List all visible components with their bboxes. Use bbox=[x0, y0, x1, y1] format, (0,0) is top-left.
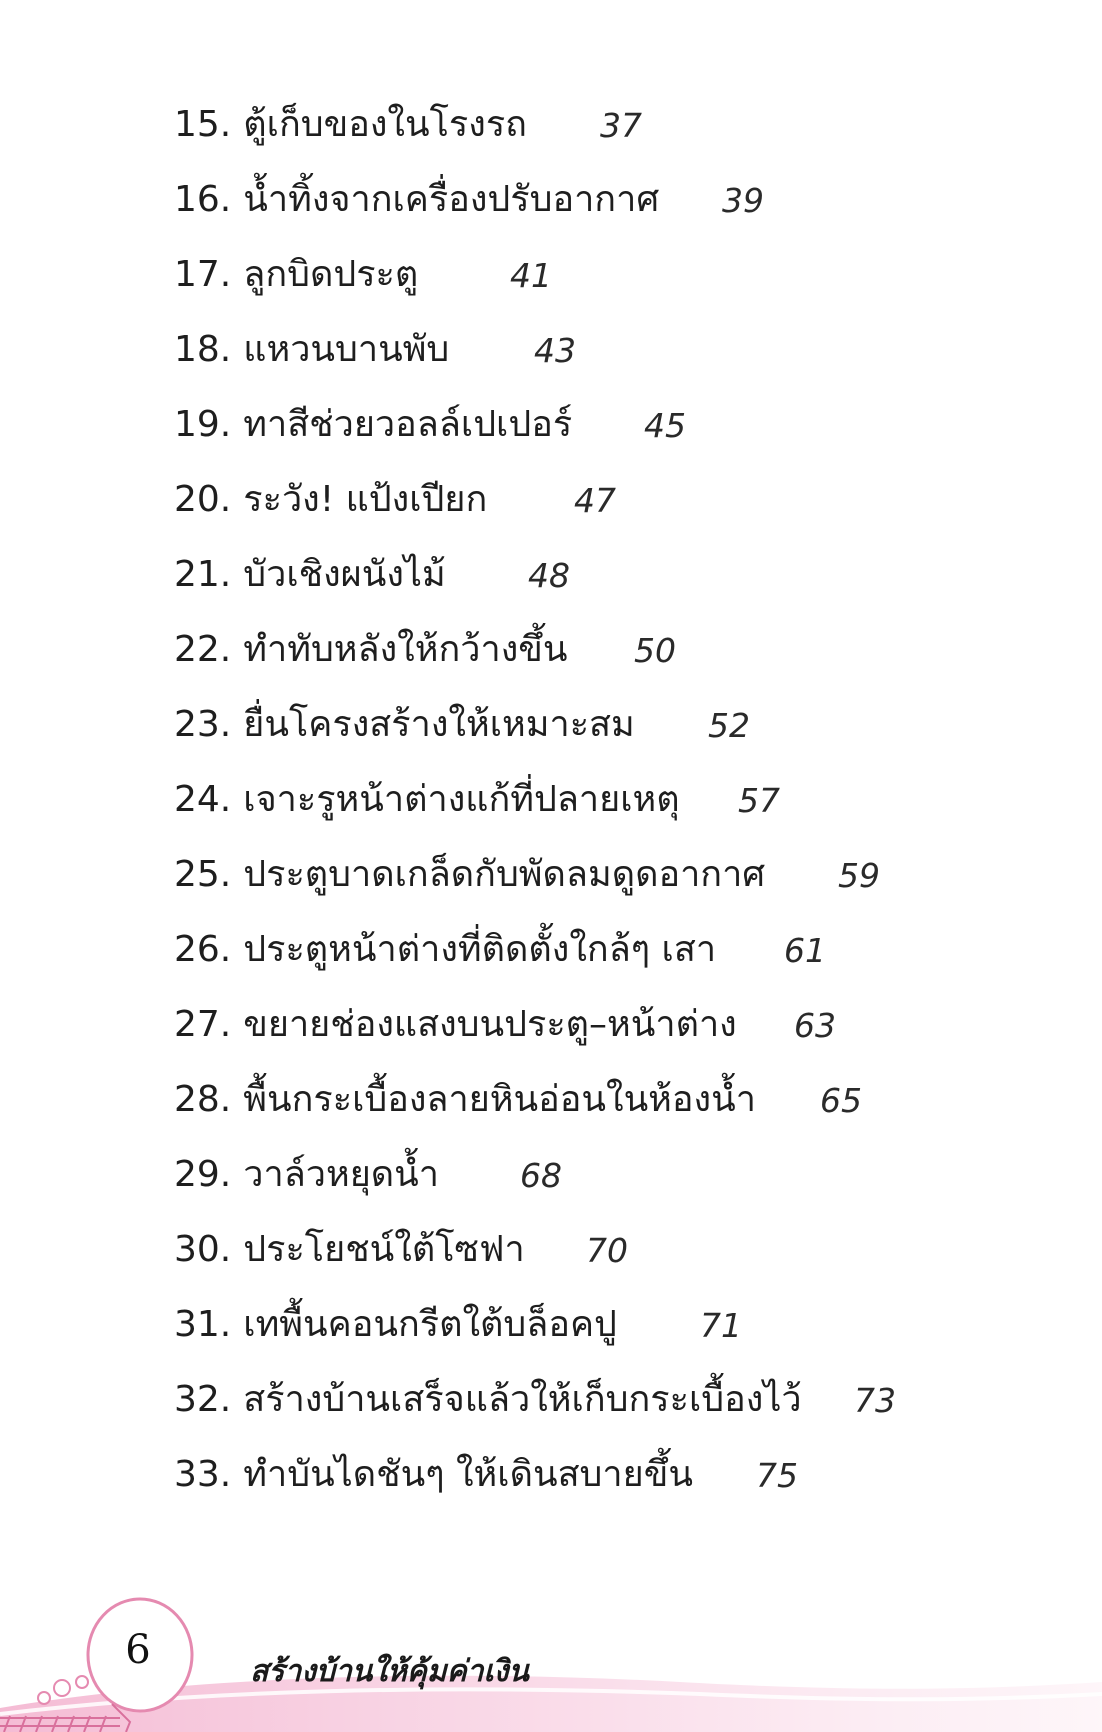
toc-entry-number: 18. bbox=[174, 329, 232, 370]
toc-entry-number: 19. bbox=[174, 404, 232, 445]
toc-entry-page: 68 bbox=[520, 1156, 562, 1195]
toc-entry bbox=[174, 695, 750, 755]
page-footer bbox=[0, 1590, 1102, 1732]
toc-entry-page: 41 bbox=[510, 256, 552, 295]
toc-entry bbox=[174, 845, 880, 905]
toc-entry bbox=[174, 245, 552, 305]
toc-entry-page: 57 bbox=[738, 781, 780, 820]
toc-entry bbox=[174, 920, 826, 980]
toc-entry bbox=[174, 1295, 742, 1355]
toc-entry-title: ประตูหน้าต่างที่ติดตั้งใกล้ๆ เสา bbox=[243, 929, 717, 970]
toc-entry-number: 28. bbox=[174, 1079, 232, 1120]
toc-entry-title: ยื่นโครงสร้างให้เหมาะสม bbox=[243, 704, 635, 745]
toc-entry-title: บัวเชิงผนังไม้ bbox=[243, 554, 446, 595]
toc-entry-page: 59 bbox=[838, 856, 880, 895]
toc-entry bbox=[174, 1370, 896, 1430]
toc-entry-title: ทำบันไดชันๆ ให้เดินสบายขึ้น bbox=[243, 1454, 693, 1495]
toc-entry-number: 32. bbox=[174, 1379, 232, 1420]
toc-entry-page: 71 bbox=[700, 1306, 742, 1345]
toc-entry-title: เทพื้นคอนกรีตใต้บล็อคปู bbox=[243, 1304, 617, 1345]
toc-entry bbox=[174, 170, 764, 230]
toc-entry-title: ลูกบิดประตู bbox=[243, 254, 419, 295]
toc-entry-title: เจาะรูหน้าต่างแก้ที่ปลายเหตุ bbox=[243, 779, 680, 820]
toc-entry bbox=[174, 320, 576, 380]
toc-entry-title: ขยายช่องแสงบนประตู–หน้าต่าง bbox=[243, 1004, 737, 1045]
toc-entry-page: 73 bbox=[854, 1381, 896, 1420]
toc-entry-number: 17. bbox=[174, 254, 232, 295]
running-title: สร้างบ้านให้คุ้มค่าเงิน bbox=[250, 1654, 529, 1689]
toc-entry-title: แหวนบานพับ bbox=[243, 329, 450, 370]
toc-entry-title: ทาสีช่วยวอลล์เปเปอร์ bbox=[243, 404, 573, 445]
toc-entry-number: 21. bbox=[174, 554, 232, 595]
toc-entry bbox=[174, 995, 836, 1055]
toc-entry-page: 47 bbox=[574, 481, 616, 520]
toc-entry-title: วาล์วหยุดน้ำ bbox=[243, 1154, 439, 1195]
toc-entry-title: ประตูบาดเกล็ดกับพัดลมดูดอากาศ bbox=[243, 854, 766, 895]
toc-entry-page: 37 bbox=[600, 106, 642, 145]
toc-entry bbox=[174, 1445, 798, 1505]
toc-entry-page: 43 bbox=[534, 331, 576, 370]
toc-entry-number: 25. bbox=[174, 854, 232, 895]
toc-entry-title: ทำทับหลังให้กว้างขึ้น bbox=[243, 629, 568, 670]
toc-entry-title: ระวัง! แป้งเปียก bbox=[243, 479, 488, 520]
toc-entry bbox=[174, 620, 676, 680]
toc-entry bbox=[174, 95, 642, 155]
toc-entry-title: น้ำทิ้งจากเครื่องปรับอากาศ bbox=[243, 179, 660, 220]
toc-entry bbox=[174, 395, 686, 455]
toc-entry-number: 33. bbox=[174, 1454, 232, 1495]
toc-entry-number: 23. bbox=[174, 704, 232, 745]
toc-entry-page: 52 bbox=[708, 706, 750, 745]
toc-entry-page: 45 bbox=[644, 406, 686, 445]
toc-entry bbox=[174, 545, 570, 605]
toc-entry-number: 15. bbox=[174, 104, 232, 145]
toc-entry-number: 29. bbox=[174, 1154, 232, 1195]
page-number: 6 bbox=[125, 1627, 151, 1673]
toc-entry-page: 61 bbox=[784, 931, 826, 970]
toc-entry-title: พื้นกระเบื้องลายหินอ่อนในห้องน้ำ bbox=[243, 1079, 756, 1120]
toc-entry-page: 70 bbox=[586, 1231, 628, 1270]
toc-entry-number: 27. bbox=[174, 1004, 232, 1045]
toc-entry-number: 16. bbox=[174, 179, 232, 220]
toc-entry-page: 50 bbox=[634, 631, 676, 670]
toc-entry-number: 30. bbox=[174, 1229, 232, 1270]
toc-entry-title: ประโยชน์ใต้โซฟา bbox=[243, 1229, 525, 1270]
toc-entry-number: 24. bbox=[174, 779, 232, 820]
decorative-wave-graphic bbox=[0, 1590, 1102, 1732]
toc-entry-number: 22. bbox=[174, 629, 232, 670]
toc-entry bbox=[174, 1145, 562, 1205]
toc-entry-number: 31. bbox=[174, 1304, 232, 1345]
toc-entry-number: 26. bbox=[174, 929, 232, 970]
toc-entry-number: 20. bbox=[174, 479, 232, 520]
toc-entry-page: 39 bbox=[722, 181, 764, 220]
toc-entry bbox=[174, 1070, 862, 1130]
toc-entry-page: 48 bbox=[528, 556, 570, 595]
toc-entry-title: ตู้เก็บของในโรงรถ bbox=[243, 104, 527, 145]
toc-entry-page: 65 bbox=[820, 1081, 862, 1120]
toc-entry-page: 63 bbox=[794, 1006, 836, 1045]
toc-entry-title: สร้างบ้านเสร็จแล้วให้เก็บกระเบื้องไว้ bbox=[243, 1379, 802, 1420]
toc-entry bbox=[174, 1220, 628, 1280]
toc-entry-page: 75 bbox=[756, 1456, 798, 1495]
toc-entry bbox=[174, 770, 780, 830]
toc-entry bbox=[174, 470, 616, 530]
